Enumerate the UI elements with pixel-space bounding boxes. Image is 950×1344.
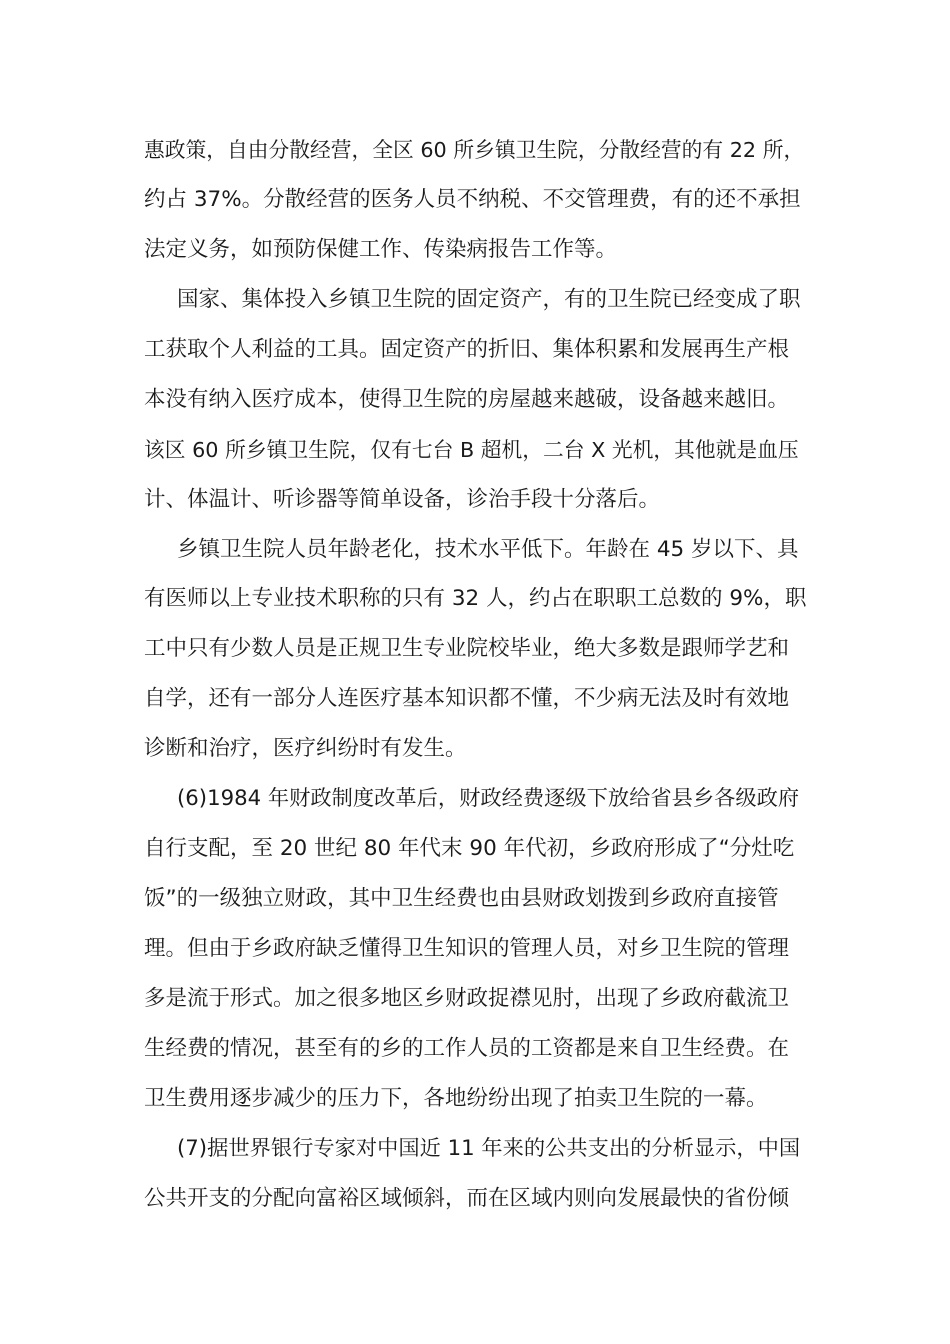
text-line: 多是流于形式。加之很多地区乡财政捉襟见肘，出现了乡政府截流卫: [144, 986, 790, 1011]
paragraph-first-line: 国家、集体投入乡镇卫生院的固定资产，有的卫生院已经变成了职: [177, 287, 801, 312]
text-line: 法定义务，如预防保健工作、传染病报告工作等。: [144, 237, 618, 262]
paragraph-first-line: (7)据世界银行专家对中国近 11 年来的公共支出的分析显示，中国: [177, 1136, 801, 1161]
text-line: 有医师以上专业技术职称的只有 32 人，约占在职职工总数的 9%，职: [144, 586, 807, 611]
text-line: 计、体温计、听诊器等简单设备，诊治手段十分落后。: [144, 487, 661, 512]
paragraph-first-line: 乡镇卫生院人员年龄老化，技术水平低下。年龄在 45 岁以下、具: [177, 537, 799, 562]
text-line: 自学，还有一部分人连医疗基本知识都不懂，不少病无法及时有效地: [144, 686, 790, 711]
text-line: 本没有纳入医疗成本，使得卫生院的房屋越来越破，设备越来越旧。: [144, 387, 790, 412]
text-line: 饭”的一级独立财政，其中卫生经费也由县财政划拨到乡政府直接管: [144, 886, 779, 911]
paragraph-first-line: (6)1984 年财政制度改革后，财政经费逐级下放给省县乡各级政府: [177, 786, 800, 811]
text-line: 诊断和治疗，医疗纠纷时有发生。: [144, 736, 467, 761]
text-line: 自行支配，至 20 世纪 80 年代末 90 年代初，乡政府形成了“分灶吃: [144, 836, 795, 861]
text-line: 生经费的情况，甚至有的乡的工作人员的工资都是来自卫生经费。在: [144, 1036, 790, 1061]
text-line: 约占 37%。分散经营的医务人员不纳税、不交管理费，有的还不承担: [144, 187, 801, 212]
text-line: 惠政策，自由分散经营，全区 60 所乡镇卫生院，分散经营的有 22 所，: [144, 138, 805, 162]
text-line: 公共开支的分配向富裕区域倾斜，而在区域内则向发展最快的省份倾: [144, 1186, 790, 1211]
text-line: 工获取个人利益的工具。固定资产的折旧、集体积累和发展再生产根: [144, 337, 790, 362]
text-line: 该区 60 所乡镇卫生院，仅有七台 B 超机，二台 X 光机，其他就是血压: [144, 438, 799, 462]
text-line: 卫生费用逐步减少的压力下，各地纷纷出现了拍卖卫生院的一幕。: [144, 1086, 768, 1111]
text-line: 工中只有少数人员是正规卫生专业院校毕业，绝大多数是跟师学艺和: [144, 636, 790, 661]
text-line: 理。但由于乡政府缺乏懂得卫生知识的管理人员，对乡卫生院的管理: [144, 936, 790, 961]
